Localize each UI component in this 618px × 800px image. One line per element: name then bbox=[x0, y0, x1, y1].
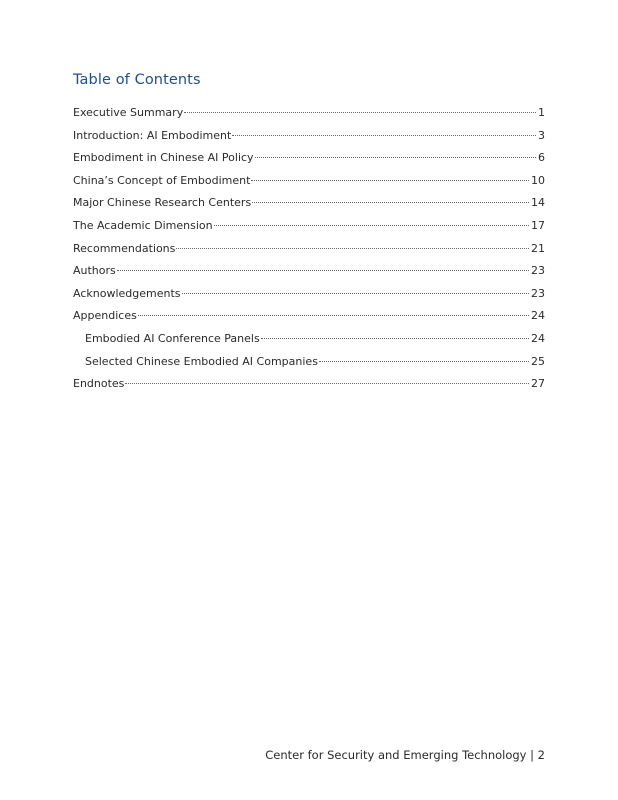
toc-entry-title: Embodied AI Conference Panels bbox=[85, 331, 260, 345]
toc-entry-conference-panels[interactable] bbox=[73, 328, 545, 351]
toc-entry-page: 6 bbox=[538, 151, 545, 165]
toc-entry-embodiment-policy[interactable] bbox=[73, 147, 545, 170]
toc-entry-page: 24 bbox=[531, 309, 545, 323]
toc-entry-title: Acknowledgements bbox=[73, 286, 181, 300]
toc-entry-title: Executive Summary bbox=[73, 106, 184, 119]
toc-entry-title: Introduction: AI Embodiment bbox=[73, 128, 232, 142]
dot-leader bbox=[252, 202, 529, 203]
dot-leader bbox=[261, 338, 529, 339]
toc-entry-page: 17 bbox=[531, 218, 545, 232]
toc-entry-executive-summary[interactable] bbox=[73, 102, 545, 125]
toc-entry-page: 3 bbox=[538, 128, 545, 142]
toc-entry-title: Selected Chinese Embodied AI Companies bbox=[85, 354, 318, 368]
toc-entry-page: 14 bbox=[531, 196, 545, 210]
toc-heading: Table of Contents bbox=[73, 72, 201, 88]
toc-entry-title: Authors bbox=[73, 264, 116, 278]
toc-list bbox=[73, 102, 545, 396]
toc-entry-title: Embodiment in Chinese AI Policy bbox=[73, 151, 254, 165]
dot-leader bbox=[176, 248, 529, 249]
dot-leader bbox=[232, 135, 536, 136]
toc-entry-page: 24 bbox=[531, 331, 545, 345]
dot-leader bbox=[117, 270, 529, 271]
toc-entry-recommendations[interactable] bbox=[73, 238, 545, 261]
dot-leader bbox=[214, 225, 529, 226]
toc-entry-title: The Academic Dimension bbox=[73, 218, 213, 232]
toc-entry-endnotes[interactable] bbox=[73, 373, 545, 396]
toc-entry-page: 27 bbox=[531, 377, 545, 391]
toc-entry-introduction[interactable] bbox=[73, 125, 545, 148]
toc-entry-appendices[interactable] bbox=[73, 305, 545, 328]
dot-leader bbox=[184, 112, 536, 113]
dot-leader bbox=[319, 361, 529, 362]
toc-entry-research-centers[interactable] bbox=[73, 192, 545, 215]
toc-entry-authors[interactable] bbox=[73, 260, 545, 283]
dot-leader bbox=[125, 383, 529, 384]
toc-entry-academic-dimension[interactable] bbox=[73, 215, 545, 238]
toc-entry-title: Appendices bbox=[73, 309, 137, 323]
dot-leader bbox=[251, 180, 529, 181]
toc-entry-title: China’s Concept of Embodiment bbox=[73, 173, 251, 187]
toc-entry-page: 23 bbox=[531, 286, 545, 300]
toc-entry-page: 1 bbox=[538, 106, 545, 119]
toc-entry-title: Endnotes bbox=[73, 377, 125, 391]
toc-entry-embodied-ai-companies[interactable] bbox=[73, 351, 545, 374]
toc-entry-china-concept[interactable] bbox=[73, 170, 545, 193]
dot-leader bbox=[182, 293, 529, 294]
page-footer: Center for Security and Emerging Technology | 2 bbox=[265, 748, 545, 762]
toc-entry-page: 25 bbox=[531, 354, 545, 368]
toc-entry-page: 23 bbox=[531, 264, 545, 278]
toc-entry-title: Major Chinese Research Centers bbox=[73, 196, 252, 210]
toc-entry-acknowledgements[interactable] bbox=[73, 283, 545, 306]
dot-leader bbox=[138, 315, 529, 316]
toc-entry-title: Recommendations bbox=[73, 241, 176, 255]
toc-entry-page: 21 bbox=[531, 241, 545, 255]
toc-entry-page: 10 bbox=[531, 173, 545, 187]
dot-leader bbox=[255, 157, 536, 158]
